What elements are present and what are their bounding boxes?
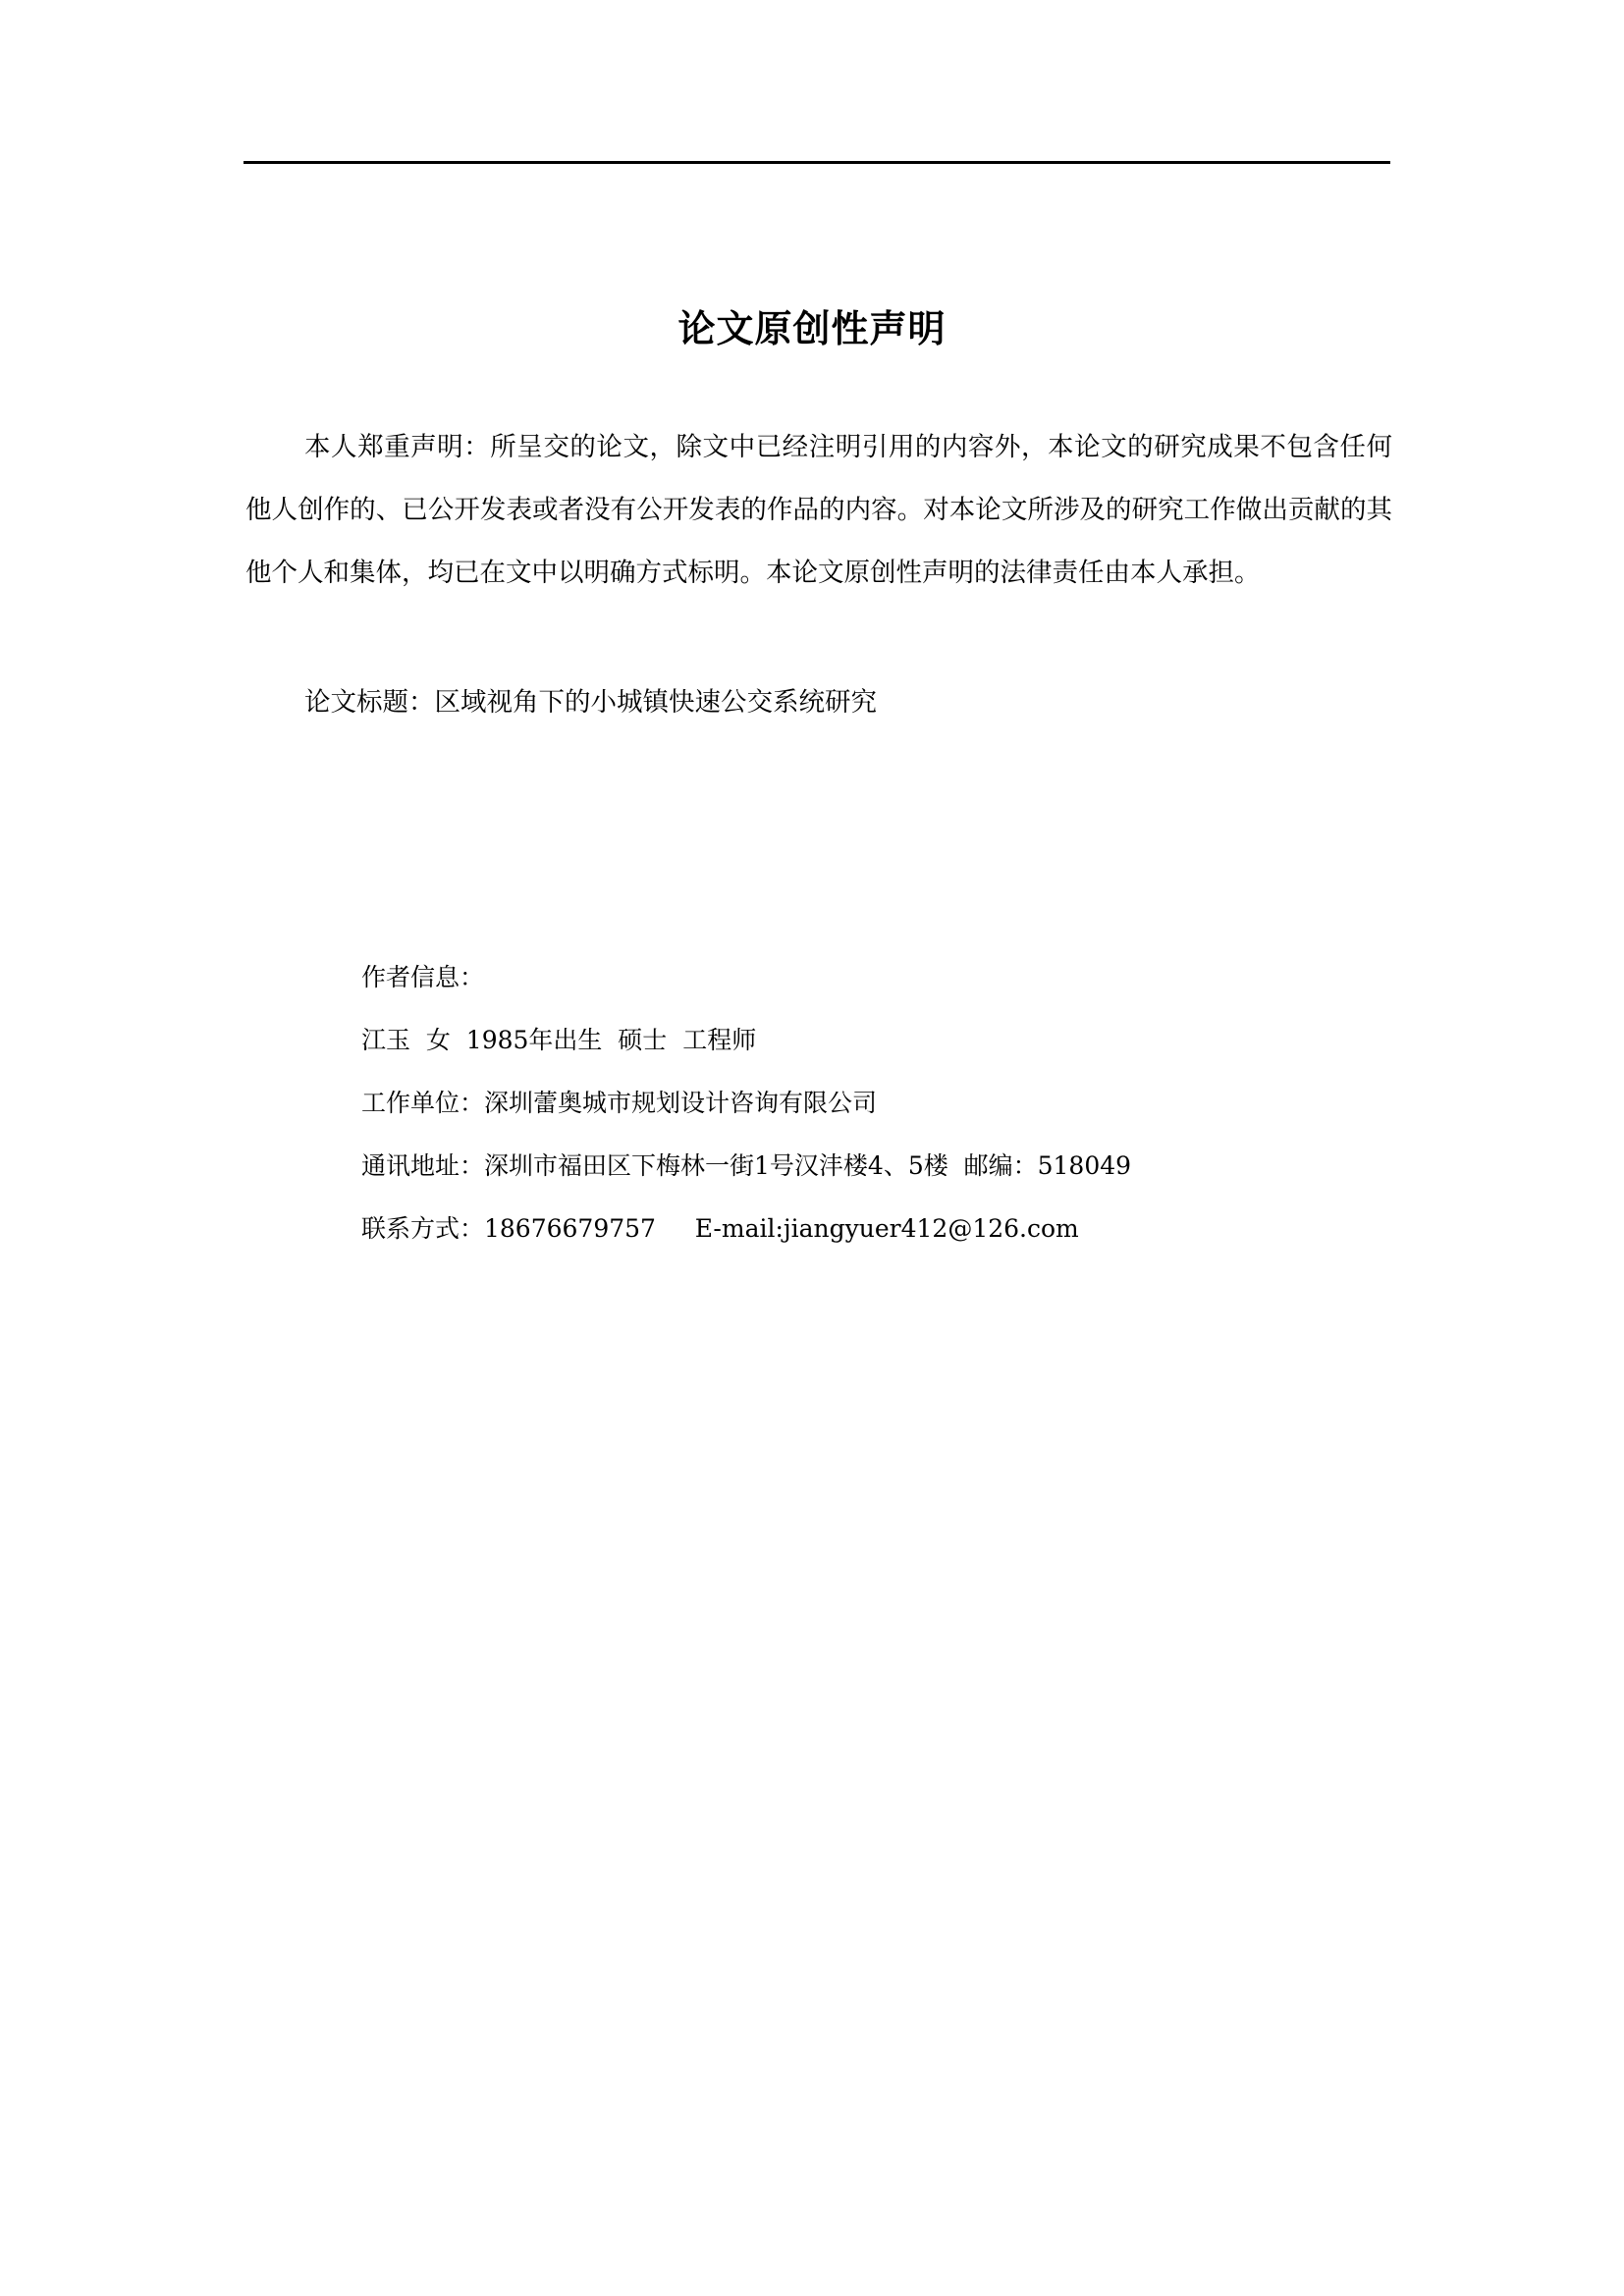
author-employer-line: 工作单位：深圳蕾奥城市规划设计咨询有限公司 — [361, 1089, 878, 1117]
declaration-paragraph: 本人郑重声明：所呈交的论文，除文中已经注明引用的内容外，本论文的研究成果不包含任何他人创作的、已公开发表或者没有公开发表的作品的内容。对本论文所涉及的研究工作做出贡献的其他个人和集体，均已在文中以明确方式标明。本论文原创性声明的法律责任由本人承担。 — [245, 432, 1392, 588]
author-address-line: 通讯地址：深圳市福田区下梅林一街1号汉沣楼4、5楼 邮编：518049 — [361, 1151, 1132, 1180]
page-title: 论文原创性声明 — [677, 307, 947, 351]
header-rule — [244, 161, 1390, 164]
author-info-heading: 作者信息： — [361, 963, 485, 991]
thesis-title-line: 论文标题：区域视角下的小城镇快速公交系统研究 — [304, 687, 877, 718]
author-info-block — [361, 946, 1343, 1260]
author-contact-line: 联系方式：18676679757 E-mail:jiangyuer412@126.com — [361, 1214, 1079, 1243]
author-profile-line: 江玉 女 1985年出生 硕士 工程师 — [361, 1026, 757, 1054]
